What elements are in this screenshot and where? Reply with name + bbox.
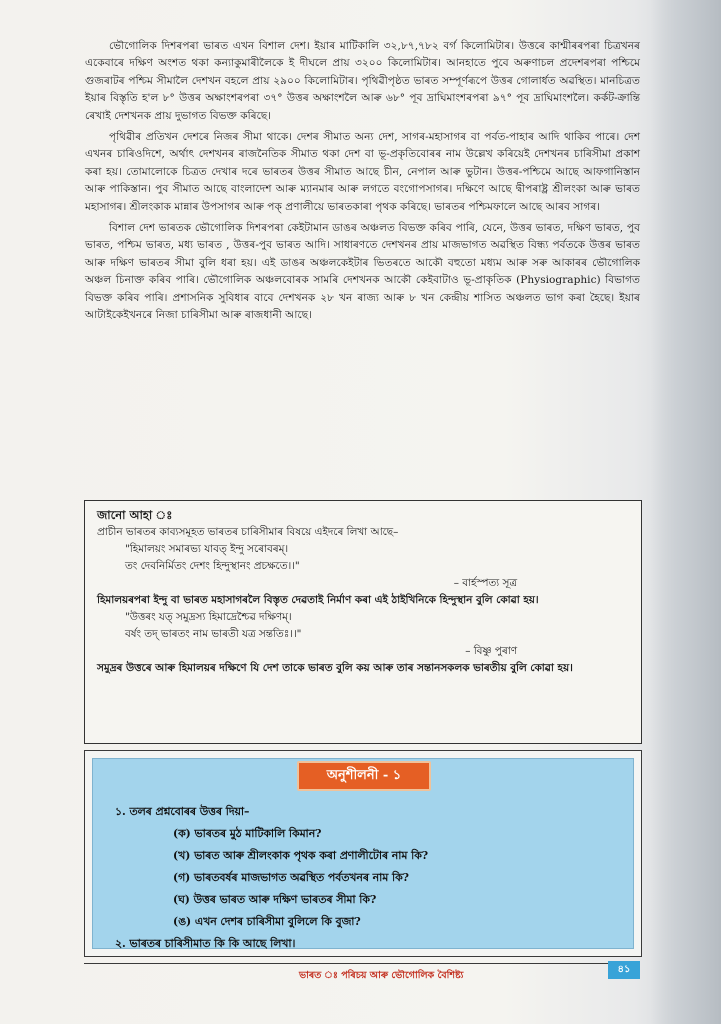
question-1-nga: (ঙ) এখন দেশৰ চাৰিসীমা বুলিলে কি বুজা? — [173, 915, 361, 928]
verse2-citation: – বিষ্ণু পুৰাণ — [465, 645, 517, 657]
question-2: ২. ভাৰতৰ চাৰিসীমাত কি কি আছে লিখা। — [115, 937, 296, 950]
verse1-line2: তং দেবনিৰ্মিতং দেশং হিন্দুস্থানং প্ৰচক্ষতে।।" — [125, 560, 300, 572]
paragraph-regions: বিশাল দেশ ভাৰতক ভৌগোলিক দিশৰপৰা কেইটামান ডাঙৰ অঞ্চলত বিভক্ত কৰিব পাৰি, যেনে, উত্তৰ ভাৰত, দক্ষিণ ভাৰত, পুব ভাৰত, পশ্চিম ভাৰত, মধ্য ভাৰত , উত্তৰ-পুব ভাৰত আদি। সাধাৰণতে দেশখনৰ প্ৰায় মাজভাগত অৱস্থিত বিন্ধ্য পৰ্বতকে উত্তৰ ভাৰত আৰু দক্ষিণ ভাৰতৰ সীমা বুলি ধৰা হয়। এই ডাঙৰ অঞ্চলকেইটাৰ ভিতৰতে আকৌ বহুতো মধ্যম আৰু সৰু আকাৰৰ ভৌগোলিক অঞ্চল চিনাক্ত কৰিব পাৰি। ভৌগোলিক অঞ্চলবোৰক সামৰি দেশখনক আকৌ কেইবাটাও ভূ-প্ৰাকৃতিক (Physiographic) বিভাগত বিভক্ত কৰিব পাৰি। প্ৰশাসনিক সুবিধাৰ বাবে দেশখনক ২৮ খন ৰাজ্য আৰু ৮ খন কেন্দ্ৰীয় শাসিত অঞ্চলত ভাগ কৰা হৈছে। ইয়াৰ আটাইকেইখনৰে নিজা চাৰিসীমা আৰু ৰাজধানী আছে। — [85, 222, 640, 322]
question-1-ka: (ক) ভাৰতৰ মুঠ মাটিকালি কিমান? — [173, 827, 322, 840]
exercise-questions — [115, 801, 625, 955]
exercise-banner: অনুশীলনী - ১ — [297, 761, 431, 791]
page-number-badge: ৪১ — [608, 961, 640, 979]
exercise-box — [84, 750, 642, 957]
page-footer — [84, 963, 640, 986]
verse2-explanation: সমুদ্ৰৰ উত্তৰে আৰু হিমালয়ৰ দক্ষিণে যি দেশ তাকে ভাৰত বুলি কয় আৰু তাৰ সন্তানসকলক ভাৰতীয় বুলি কোৱা হয়। — [97, 662, 573, 674]
box-heading: জানো আহা ঃ — [97, 508, 173, 522]
verse1-citation: – বাৰ্হস্পত্য সূত্ৰ — [453, 577, 517, 589]
page-spine-shadow — [651, 0, 721, 1024]
verse1-explanation: হিমালয়ৰপৰা ইন্দু বা ভাৰত মহাসাগৰলৈ বিস্তৃত দেৱতাই নিৰ্মাণ কৰা এই ঠাইখিনিকে হিন্দুস্থান বুলি কোৱা হয়। — [97, 594, 539, 606]
paragraph-borders: পৃথিৱীৰ প্ৰতিখন দেশৰে নিজৰ সীমা থাকে। দেশৰ সীমাত অন্য দেশ, সাগৰ-মহাসাগৰ বা পৰ্বত-পাহাৰ আদি থাকিব পাৰে। দেশ এখনৰ চাৰিওদিশে, অৰ্থাৎ দেশখনৰ ৰাজনৈতিক সীমাত থকা দেশ বা ভূ-প্ৰকৃতিবোৰৰ নাম উল্লেখ কৰিয়েই দেশখনৰ চাৰিসীমা প্ৰকাশ কৰা হয়। তোমালোকে চিত্ৰত দেখাৰ দৰে ভাৰতৰ উত্তৰ সীমাত আছে চীন, নেপাল আৰু ভুটান। উত্তৰ-পশ্চিমে আছে আফগানিস্তান আৰু পাকিস্তান। পুব সীমাত আছে বাংলাদেশ আৰু ম্যানমাৰ আৰু লগতে বংগোপসাগৰ। দক্ষিণে আছে দ্বীপৰাষ্ট্ৰ শ্ৰীলংকা আৰু ভাৰত মহাসাগৰ। শ্ৰীলংকাক মান্নাৰ উপসাগৰ আৰু পক্ প্ৰণালীয়ে ভাৰতকাৰা পৃথক কৰিছে। ভাৰতৰ পশ্চিমফালে আছে আৰব সাগৰ। — [85, 131, 640, 213]
question-1-ga: (গ) ভাৰতবৰ্ষৰ মাজভাগত অৱস্থিত পৰ্বতখনৰ নাম কি? — [173, 871, 409, 884]
body-text — [85, 38, 640, 329]
box-intro: প্ৰাচীন ভাৰতৰ কাব্যসমূহত ভাৰতৰ চাৰিসীমাৰ বিষয়ে এইদৰে লিখা আছে– — [97, 526, 399, 538]
info-box — [84, 500, 642, 744]
verse2-line2: বৰ্ষং তদ্ ভাৰতং নাম ভাৰতী যত্ৰ সন্ততিঃ।।" — [125, 628, 302, 640]
verse2-line1: "উত্তৰং যত্ সমুদ্ৰস্য হিমাদ্ৰেশ্চৈৱ দক্ষিণম্। — [125, 611, 292, 623]
question-1: ১. তলৰ প্ৰশ্নবোৰৰ উত্তৰ দিয়া– — [115, 805, 250, 818]
footer-title: ভাৰত ঃ পৰিচয় আৰু ভৌগোলিক বৈশিষ্ট্য — [299, 970, 464, 981]
paragraph-area: ভৌগোলিক দিশৰপৰা ভাৰত এখন বিশাল দেশ। ইয়াৰ মাটিকালি ৩২,৮৭,৭৮২ বৰ্গ কিলোমিটাৰ। উত্তৰে কাশ্মীৰৰপৰা চিত্ৰখনৰ একেবাৰে দক্ষিণ অংশত থকা কন্যাকুমাৰীলৈকে ই দীঘলে প্ৰায় ৩২০০ কিলোমিটাৰ। আনহাতে পুবে অৰুণাচল প্ৰদেশৰপৰা পশ্চিমে গুজৰাটৰ পশ্চিম সীমালৈ দেশখন বহলে প্ৰায় ২৯০০ কিলোমিটাৰ। পৃথিৱীপৃষ্ঠত ভাৰত সম্পূৰ্ণৰূপে উত্তৰ গোলাৰ্ধত অৱস্থিত। মানচিত্ৰত ইয়াৰ বিস্তৃতি হ'ল ৮° উত্তৰ অক্ষাংশৰপৰা ৩৭° উত্তৰ অক্ষাংশলৈ আৰু ৬৮° পূব দ্ৰাঘিমাংশৰপৰা ৯৭° পূব দ্ৰাঘিমাংশলৈ। কৰ্কট-ক্ৰান্তি ৰেখাই দেশখনক প্ৰায় দুভাগত বিভক্ত কৰিছে। — [85, 40, 640, 122]
question-1-gha: (ঘ) উত্তৰ ভাৰত আৰু দক্ষিণ ভাৰতৰ সীমা কি? — [173, 893, 377, 906]
verse1-line1: "হিমালয়ং সমাৰভ্য যাবত্ ইন্দু সৰোবৰম্। — [125, 543, 289, 555]
question-1-kha: (খ) ভাৰত আৰু শ্ৰীলংকাক পৃথক কৰা প্ৰণালীটোৰ নাম কি? — [173, 849, 429, 862]
